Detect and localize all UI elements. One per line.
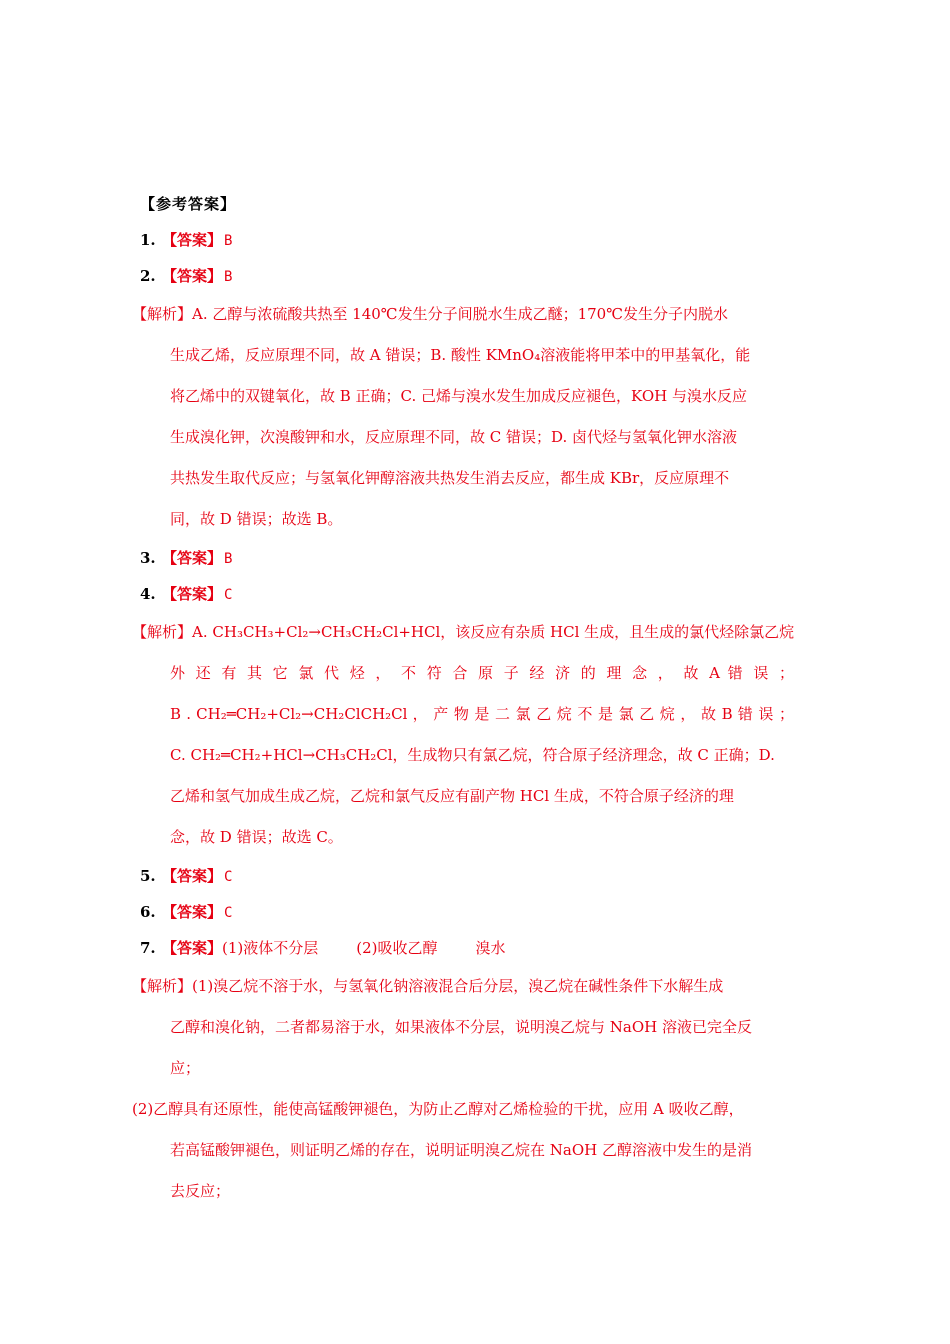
analysis-block-7 [132, 966, 820, 1212]
analysis-line [132, 694, 820, 735]
answer-value: C [224, 587, 233, 603]
item-number: 4. [140, 585, 156, 603]
answer-item-3 [140, 540, 820, 576]
analysis-line: C. CH₂═CH₂+HCl→CH₃CH₂Cl，生成物只有氯乙烷，符合原子经济理念，故 C 正确；D. [170, 746, 775, 764]
analysis-line: (2)乙醇具有还原性，能使高锰酸钾褪色，为防止乙醇对乙烯检验的干扰，应用 A 吸收乙醇， [132, 1100, 744, 1118]
item-number: 7. [140, 939, 156, 957]
answer-tag: 【答案】 [162, 267, 223, 285]
answer-value: C [224, 869, 233, 885]
analysis-line [132, 294, 820, 335]
analysis-text: 外 还 有 其 它 氯 代 烃 ， 不 符 合 原 子 经 济 的 理 念 ， 故 A 错 误 ； [170, 664, 794, 682]
item-number: 1. [140, 231, 156, 249]
analysis-line: 念，故 D 错误；故选 C。 [170, 828, 343, 846]
item-number: 5. [140, 867, 156, 885]
analysis-block-2 [132, 294, 820, 540]
item-number: 2. [140, 267, 156, 285]
analysis-line: 去反应； [170, 1182, 231, 1200]
analysis-line: 生成溴化钾，次溴酸钾和水，反应原理不同，故 C 错误；D. 卤代烃与氢氧化钾水溶液 [170, 428, 738, 446]
analysis-line: 同，故 D 错误；故选 B。 [170, 510, 343, 528]
analysis-line: 若高锰酸钾褪色，则证明乙烯的存在，说明证明溴乙烷在 NaOH 乙醇溶液中发生的是消 [170, 1141, 752, 1159]
answer-tag: 【答案】 [162, 867, 223, 885]
answer-value: B [224, 551, 233, 567]
answer-item-7 [140, 930, 820, 966]
analysis-line: 共热发生取代反应；与氢氧化钾醇溶液共热发生消去反应，都生成 KBr，反应原理不 [170, 469, 730, 487]
analysis-line [132, 612, 820, 653]
analysis-text: A. CH₃CH₃+Cl₂→CH₃CH₂Cl+HCl，该反应有杂质 HCl 生成，且生成的氯代烃除氯乙烷 [192, 623, 795, 641]
answer-value: B [224, 269, 233, 285]
item-number: 3. [140, 549, 156, 567]
answer-sheet [132, 186, 820, 1212]
answer-item-2 [140, 258, 820, 294]
answer-value: C [224, 905, 233, 921]
answer-value: B [224, 233, 233, 249]
answer-tag: 【答案】 [162, 585, 223, 603]
answer-tag: 【答案】 [162, 903, 223, 921]
analysis-line: 乙烯和氢气加成生成乙烷，乙烷和氯气反应有副产物 HCl 生成，不符合原子经济的理 [170, 787, 734, 805]
answer-item-4 [140, 576, 820, 612]
analysis-text: B . CH₂═CH₂+Cl₂→CH₂ClCH₂Cl ， 产 物 是 二 氯 乙 烷 不 是 氯 乙 烷 ， 故 B 错 误 ； [170, 705, 794, 723]
analysis-tag: 【解析】 [132, 623, 193, 641]
answer-tag: 【答案】 [162, 549, 223, 567]
answer-part-2: (2)吸收乙醇 [356, 939, 438, 957]
analysis-line [132, 653, 820, 694]
analysis-line [132, 966, 820, 1007]
analysis-text: (1)溴乙烷不溶于水，与氢氧化钠溶液混合后分层，溴乙烷在碱性条件下水解生成 [192, 977, 724, 995]
answer-item-5 [140, 858, 820, 894]
answer-tag: 【答案】 [162, 939, 223, 957]
answer-item-6 [140, 894, 820, 930]
item-number: 6. [140, 903, 156, 921]
section-heading: 【参考答案】 [140, 195, 237, 213]
analysis-block-4 [132, 612, 820, 858]
answer-item-1 [140, 222, 820, 258]
answer-tag: 【答案】 [162, 231, 223, 249]
analysis-text: A. 乙醇与浓硫酸共热至 140℃发生分子间脱水生成乙醚；170℃发生分子内脱水 [192, 305, 728, 323]
analysis-tag: 【解析】 [132, 977, 193, 995]
answer-part-1: (1)液体不分层 [222, 939, 319, 957]
analysis-line: 将乙烯中的双键氧化，故 B 正确；C. 己烯与溴水发生加成反应褪色，KOH 与溴水反应 [170, 387, 747, 405]
analysis-line: 应； [170, 1059, 201, 1077]
analysis-line: 乙醇和溴化钠，二者都易溶于水，如果液体不分层，说明溴乙烷与 NaOH 溶液已完全反 [170, 1018, 752, 1036]
answer-part-3: 溴水 [475, 939, 506, 957]
analysis-line: 生成乙烯，反应原理不同，故 A 错误；B. 酸性 KMnO₄溶液能将甲苯中的甲基氧化，能 [170, 346, 751, 364]
analysis-tag: 【解析】 [132, 305, 193, 323]
